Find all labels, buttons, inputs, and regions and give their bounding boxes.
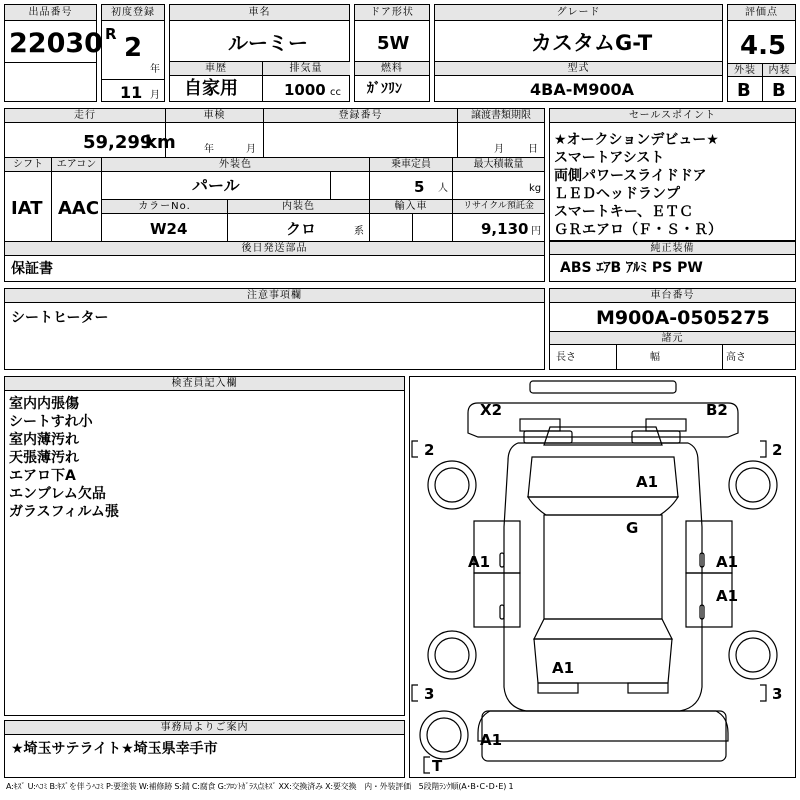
capacity-label: 乗車定員 <box>370 158 452 172</box>
equipment-label: 純正装備 <box>550 241 795 255</box>
spec-divider-2 <box>722 345 723 370</box>
list-item: ＬＥＤヘッドランプ <box>554 186 680 202</box>
chassis-value: M900A-0505275 <box>596 307 770 329</box>
list-item: 室内薄汚れ <box>9 432 79 448</box>
model-value: 4BA-M900A <box>530 80 635 99</box>
left-rear-door-shape <box>474 573 520 627</box>
displacement-value: 1000 <box>284 81 326 99</box>
tire-value-spare: T <box>432 757 443 775</box>
list-item: スマートアシスト <box>554 150 665 166</box>
mark-rear-deck: A1 <box>552 659 575 677</box>
office-value: ★埼玉サテライト★埼玉県幸手市 <box>11 741 218 757</box>
list-item: スマートキー、ＥＴＣ <box>554 204 694 220</box>
list-item: ★オークションデビュー★ <box>554 132 719 148</box>
bracket-spare <box>424 757 430 773</box>
transfer-day-unit: 日 <box>528 144 538 155</box>
recycle-box <box>453 200 545 242</box>
exterior-label: 外装 <box>728 63 762 77</box>
displacement-label: 排気量 <box>262 62 350 76</box>
car-name-value: ルーミー <box>228 31 308 55</box>
color-value: パール <box>192 176 240 195</box>
mark-front-right: B2 <box>706 401 728 419</box>
recycle-unit: 円 <box>531 226 541 237</box>
year-unit: 年 <box>150 64 160 75</box>
displacement-unit: cc <box>330 87 341 98</box>
import-label: 輸入車 <box>370 200 452 214</box>
fuel-label: 燃料 <box>355 62 429 76</box>
registration-divider <box>102 79 164 80</box>
tire-front-right-inner <box>736 468 770 502</box>
equipment-box <box>549 241 796 282</box>
transfer-box <box>458 108 545 158</box>
office-box <box>4 720 405 778</box>
color-box <box>102 158 370 200</box>
list-item: 両側パワースライドドア <box>554 168 707 184</box>
shift-box <box>4 158 52 242</box>
transfer-label: 譲渡書類期限 <box>458 109 544 123</box>
lot-box <box>4 4 103 102</box>
inspector-box <box>4 376 405 716</box>
tire-rear-right-inner <box>736 638 770 672</box>
car-name-label: 車名 <box>170 5 349 21</box>
intcolor-unit: 系 <box>354 226 364 237</box>
registration-month: 11 <box>120 83 143 102</box>
tire-value-front-left: 2 <box>424 441 435 459</box>
left-handle-1 <box>500 553 504 567</box>
aircon-label: エアコン <box>52 158 101 172</box>
mark-roof: G <box>626 519 639 537</box>
mark-hood: A1 <box>636 473 659 491</box>
colorno-value: W24 <box>150 220 188 238</box>
colorno-box <box>102 200 228 242</box>
mileage-label: 走行 <box>5 109 165 123</box>
grade-value: カスタムG-T <box>531 31 653 55</box>
lot-value: 22030 <box>9 28 103 59</box>
grade-divider <box>762 77 763 102</box>
interior-label: 内装 <box>762 63 796 77</box>
later-parts-box <box>4 242 545 282</box>
list-item: 室内内張傷 <box>9 396 79 412</box>
chassis-label: 車台番号 <box>550 289 795 303</box>
notes-value: シートヒーター <box>11 310 109 326</box>
mileage-unit: km <box>145 132 176 153</box>
sales-points-list <box>554 131 722 239</box>
month-unit: 月 <box>150 90 160 101</box>
list-item: エアロ下A <box>9 468 76 484</box>
width-label: 幅 <box>650 352 660 363</box>
history-label: 車歴 <box>170 62 262 76</box>
color-divider <box>330 172 331 199</box>
fuel-box <box>354 62 430 102</box>
height-label: 高さ <box>726 352 746 363</box>
spec-label: 諸元 <box>550 331 795 345</box>
bracket-fl <box>412 441 418 457</box>
history-divider <box>262 62 263 101</box>
rear-glass-shape <box>534 619 672 639</box>
intcolor-value: クロ <box>286 220 317 238</box>
mileage-box <box>4 108 176 158</box>
mark-right-front-door: A1 <box>716 553 739 571</box>
tire-front-left-inner <box>435 468 469 502</box>
lot-divider <box>5 62 96 63</box>
grade-box <box>434 4 723 62</box>
tire-value-rear-left: 3 <box>424 685 435 703</box>
body-outline-shape <box>504 443 702 711</box>
colorno-label: カラーNo. <box>102 200 227 214</box>
list-item: ガラスフィルム張 <box>9 504 119 520</box>
score-box <box>727 4 796 102</box>
mileage-value: 59,299 <box>83 132 153 153</box>
notes-box <box>4 288 545 370</box>
load-label: 最大積載量 <box>453 158 544 172</box>
car-diagram-box <box>409 376 796 778</box>
shift-value: IAT <box>11 198 43 219</box>
legend-text: A:ｷｽﾞ U:ﾍｺﾐ B:ｷｽﾞを伴うﾍｺﾐ P:要塗装 W:補修跡 S:錆 C:腐食 G:ﾌﾛﾝﾄｶﾞﾗｽ点ｷｽﾞ XX:交換済み X:要交換 内・外装評価 5段階ﾗﾝｸ順(A･B･C･D･E) 1 <box>6 782 514 791</box>
inspection-box <box>166 108 264 158</box>
inspection-year-unit: 年 <box>204 144 214 155</box>
recycle-label: リサイクル預託金 <box>453 200 544 214</box>
history-disp-box <box>169 62 350 102</box>
car-diagram <box>410 377 795 777</box>
intcolor-label: 内装色 <box>228 200 369 214</box>
mark-rear-bumper: A1 <box>480 731 503 749</box>
score-label: 評価点 <box>728 5 795 21</box>
front-grille-shape-2 <box>646 419 686 431</box>
rear-lamp-left-shape <box>538 683 578 693</box>
office-label: 事務局よりご案内 <box>5 721 404 735</box>
sales-points-box <box>549 108 796 241</box>
windshield-top-shape <box>544 427 662 445</box>
aircon-box <box>52 158 102 242</box>
notes-label: 注意事項欄 <box>5 289 544 303</box>
aircon-value: AAC <box>58 198 100 219</box>
rear-lamp-right-shape <box>628 683 668 693</box>
tire-spare-inner <box>427 718 461 752</box>
fuel-value: ｶﾞｿﾘﾝ <box>367 81 402 97</box>
grade-label: グレード <box>435 5 722 21</box>
door-value: 5W <box>377 33 410 54</box>
era-value: R <box>105 25 117 43</box>
list-item: 天張薄汚れ <box>9 450 79 466</box>
front-section-shape <box>468 403 738 437</box>
import-box <box>370 200 453 242</box>
name-box <box>169 4 350 62</box>
registration-year: 2 <box>124 33 143 63</box>
sales-points-label: セールスポイント <box>550 109 795 123</box>
score-value: 4.5 <box>740 31 787 61</box>
roof-shape <box>544 515 662 619</box>
length-label: 長さ <box>556 352 576 363</box>
registration-label: 初度登録 <box>102 5 164 21</box>
plate-box <box>264 108 458 158</box>
bracket-rr <box>760 685 766 701</box>
exterior-value: B <box>737 80 751 101</box>
color-label: 外装色 <box>102 158 369 172</box>
door-box <box>354 4 430 62</box>
mark-right-rear-door: A1 <box>716 587 739 605</box>
rear-bumper-shape <box>482 711 726 761</box>
inspection-month-unit: 月 <box>246 144 256 155</box>
intcolor-box <box>228 200 370 242</box>
list-item: ＧＲエアロ（Ｆ・Ｓ・Ｒ） <box>554 222 722 238</box>
tire-rear-left-inner <box>435 638 469 672</box>
bracket-rl <box>412 685 418 701</box>
shift-label: シフト <box>5 158 51 172</box>
rear-section-shape <box>478 711 728 741</box>
mark-left-door: A1 <box>468 553 491 571</box>
load-unit: kg <box>529 183 542 194</box>
front-bumper-shape <box>530 381 676 393</box>
inspector-list <box>9 395 119 521</box>
registration-box <box>101 4 165 102</box>
history-value: 自家用 <box>184 78 238 99</box>
bracket-fr <box>760 441 766 457</box>
tire-value-rear-right: 3 <box>772 685 783 703</box>
front-grille-shape <box>520 419 560 431</box>
capacity-box <box>370 158 453 200</box>
import-divider <box>412 214 413 241</box>
left-handle-2 <box>500 605 504 619</box>
mark-front-left: X2 <box>480 401 503 419</box>
list-item: エンブレム欠品 <box>9 486 106 502</box>
later-parts-value: 保証書 <box>11 261 53 277</box>
inspection-label: 車検 <box>166 109 263 123</box>
inspector-label: 検査員記入欄 <box>5 377 404 391</box>
model-box <box>434 62 723 102</box>
later-parts-label: 後日発送部品 <box>5 242 544 256</box>
capacity-unit: 人 <box>438 183 448 194</box>
spec-divider-1 <box>616 345 617 370</box>
model-label: 型式 <box>435 62 722 76</box>
equipment-value: ABS ｴｱB ｱﾙﾐ PS PW <box>560 260 703 276</box>
chassis-box <box>549 288 796 370</box>
plate-label: 登録番号 <box>264 109 457 123</box>
interior-value: B <box>772 80 786 101</box>
capacity-value: 5 <box>414 178 425 196</box>
door-label: ドア形状 <box>355 5 429 21</box>
recycle-value: 9,130 <box>481 220 529 238</box>
windshield-shape <box>528 497 678 515</box>
transfer-month-unit: 月 <box>494 144 504 155</box>
load-box <box>453 158 545 200</box>
list-item: シートすれ小 <box>9 414 93 430</box>
tire-value-front-right: 2 <box>772 441 783 459</box>
lot-label: 出品番号 <box>5 5 96 21</box>
